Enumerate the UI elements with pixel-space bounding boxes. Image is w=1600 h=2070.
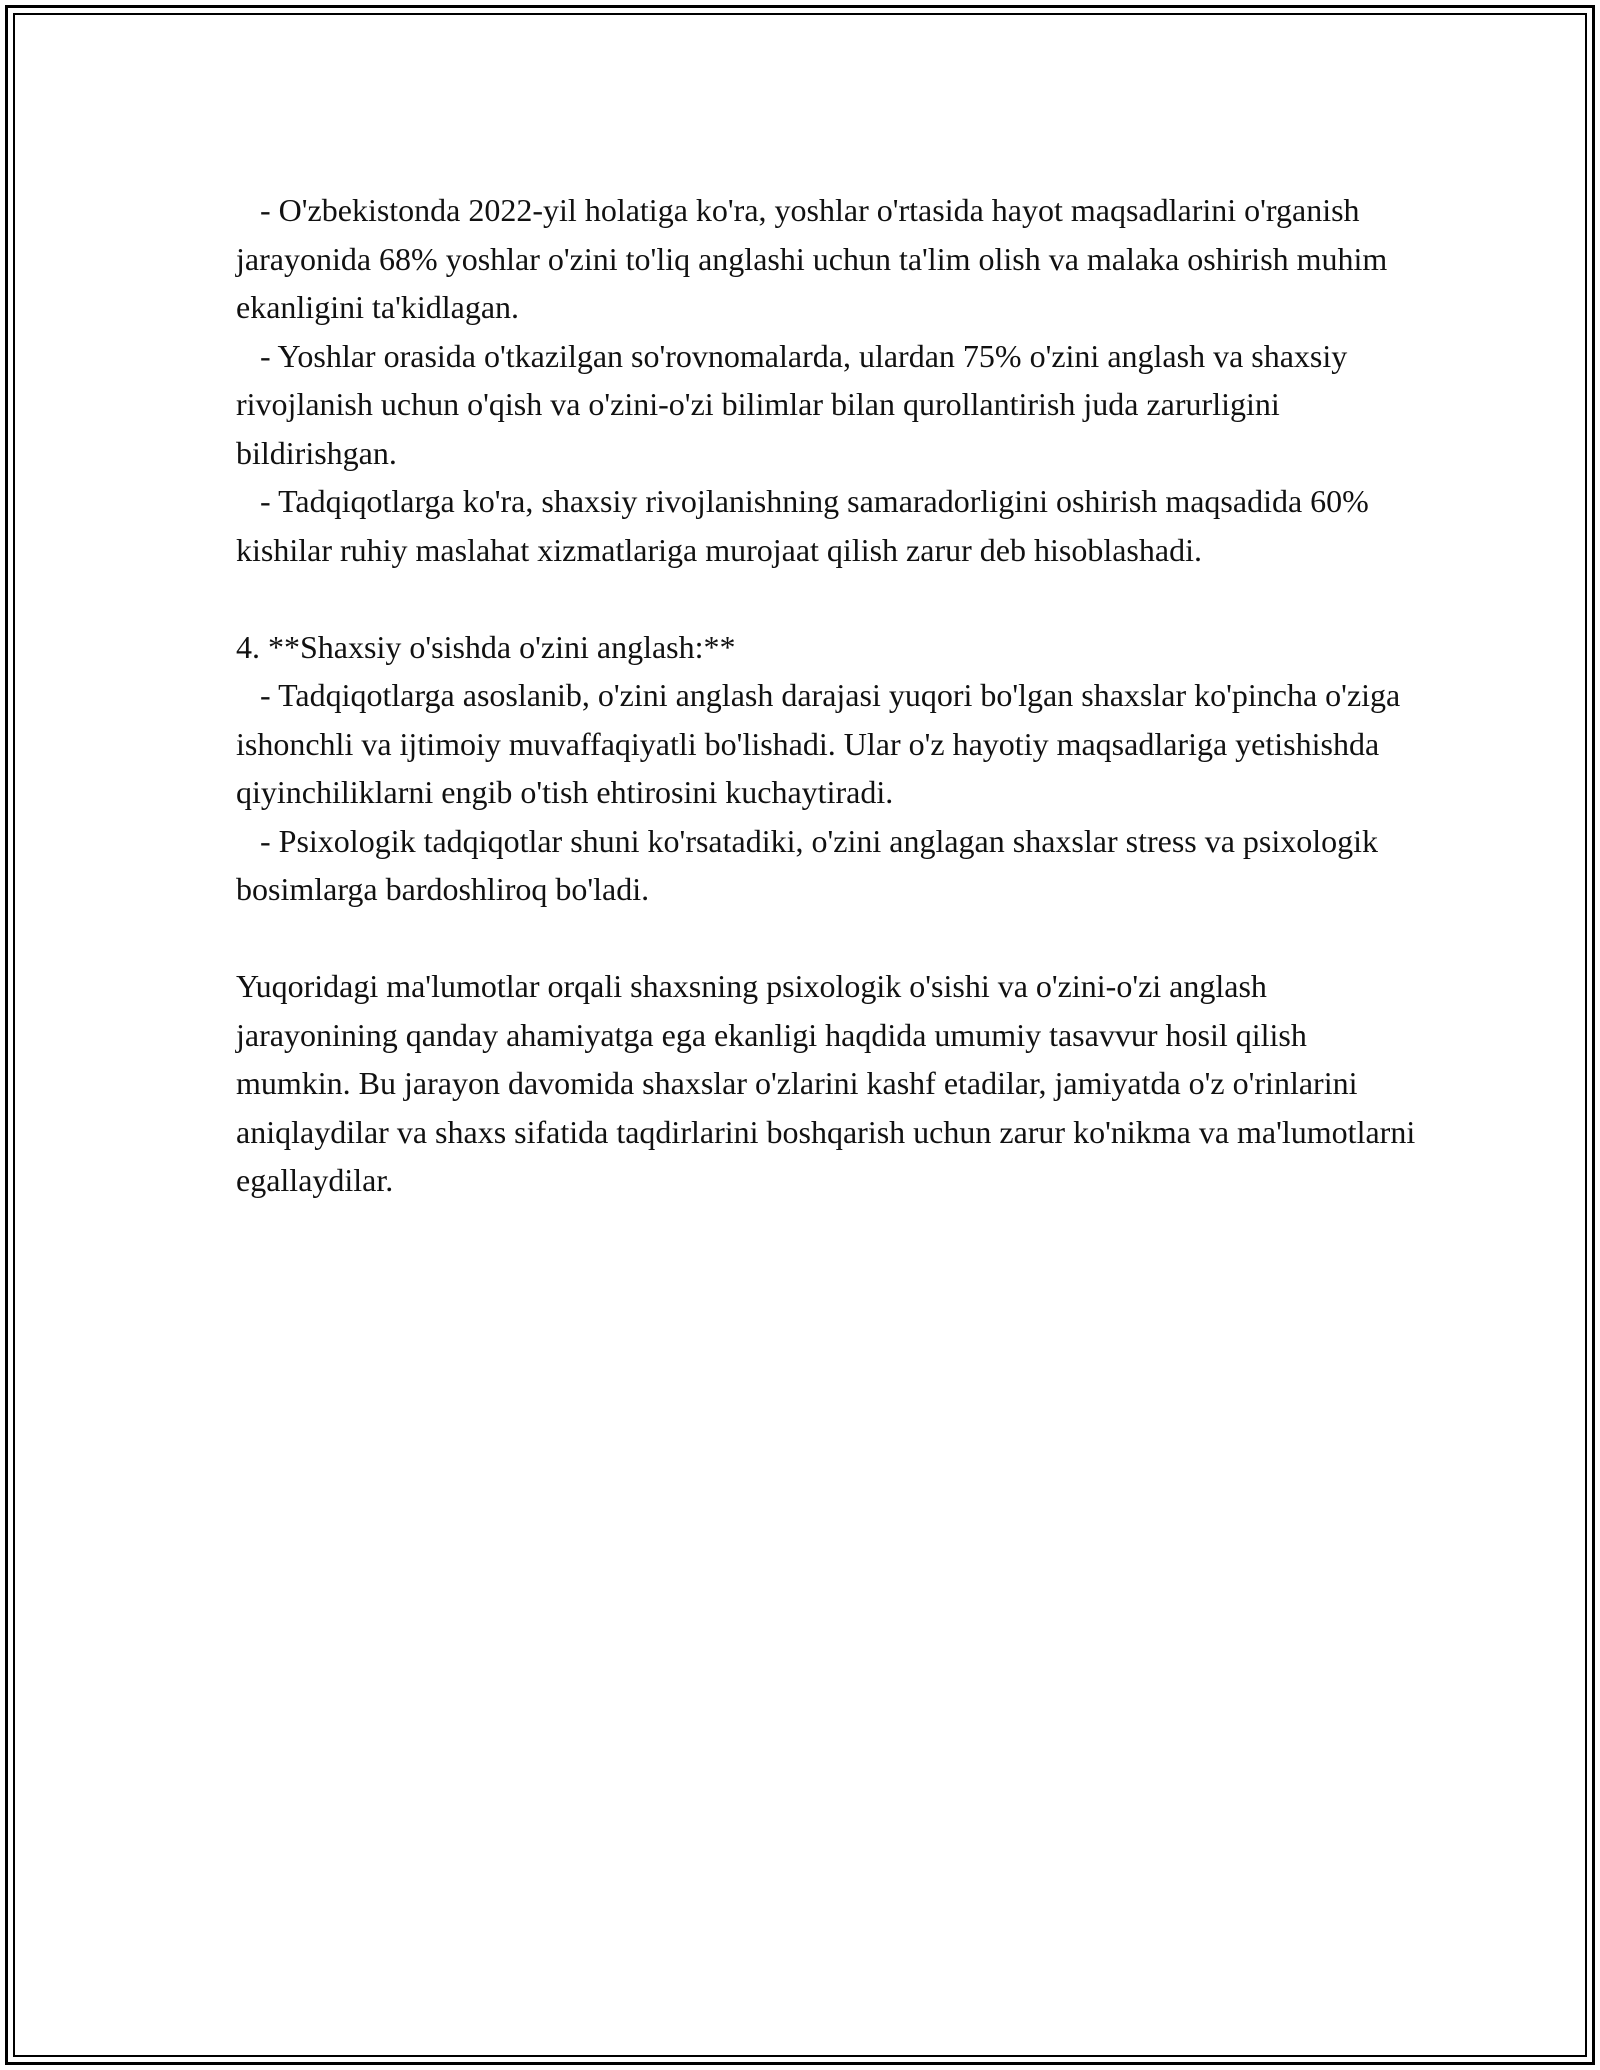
section-paragraph-confidence: - Tadqiqotlarga asoslanib, o'zini anglash darajasi yuqori bo'lgan shaxslar ko'pincha o'ziga ishonchli va ijtimoiy muvaffaqiyatli bo'lishadi. Ular o'z hayotiy maqsadlariga yetishishda qiyinchiliklarni engib o'tish ehtirosini kuchaytiradi. xyxy=(236,677,1409,810)
section-heading: 4. **Shaxsiy o'sishda o'zini anglash:** xyxy=(236,628,736,665)
section-paragraph-stress: - Psixologik tadqiqotlar shuni ko'rsatadiki, o'zini anglagan shaxslar stress va psixologik bosimlarga bardoshliroq bo'ladi. xyxy=(236,822,1387,907)
paragraph-spacer xyxy=(236,914,1416,963)
conclusion-paragraph: Yuqoridagi ma'lumotlar orqali shaxsning psixologik o'sishi va o'zini-o'zi anglash jarayonining qanday ahamiyatga ega ekanligi haqdida umumiy tasavvur hosil qilish mumkin. Bu jarayon davomida shaxslar o'zlarini kashf etadilar, jamiyatda o'z o'rinlarini aniqlaydilar va shaxs sifatida taqdirlarini boshqarish uchun zarur ko'nikma va ma'lumotlarni egallaydilar. xyxy=(236,968,1424,1198)
paragraph-spacer xyxy=(236,574,1416,623)
document-body xyxy=(236,186,1424,1205)
statistic-paragraph-education: - O'zbekistonda 2022-yil holatiga ko'ra, yoshlar o'rtasida hayot maqsadlarini o'rganish jarayonida 68% yoshlar o'zini to'liq anglashi uchun ta'lim olish va malaka oshirish muhim ekanligini ta'kidlagan. xyxy=(236,192,1396,325)
statistic-paragraph-counseling: - Tadqiqotlarga ko'ra, shaxsiy rivojlanishning samaradorligini oshirish maqsadida 60% kishilar ruhiy maslahat xizmatlariga murojaat qilish zarur deb hisoblashadi. xyxy=(236,483,1377,568)
statistic-paragraph-reading: - Yoshlar orasida o'tkazilgan so'rovnomalarda, ulardan 75% o'zini anglash va shaxsiy rivojlanish uchun o'qish va o'zini-o'zi bilimlar bilan qurollantirish juda zarurligini bildirishgan. xyxy=(236,337,1356,471)
